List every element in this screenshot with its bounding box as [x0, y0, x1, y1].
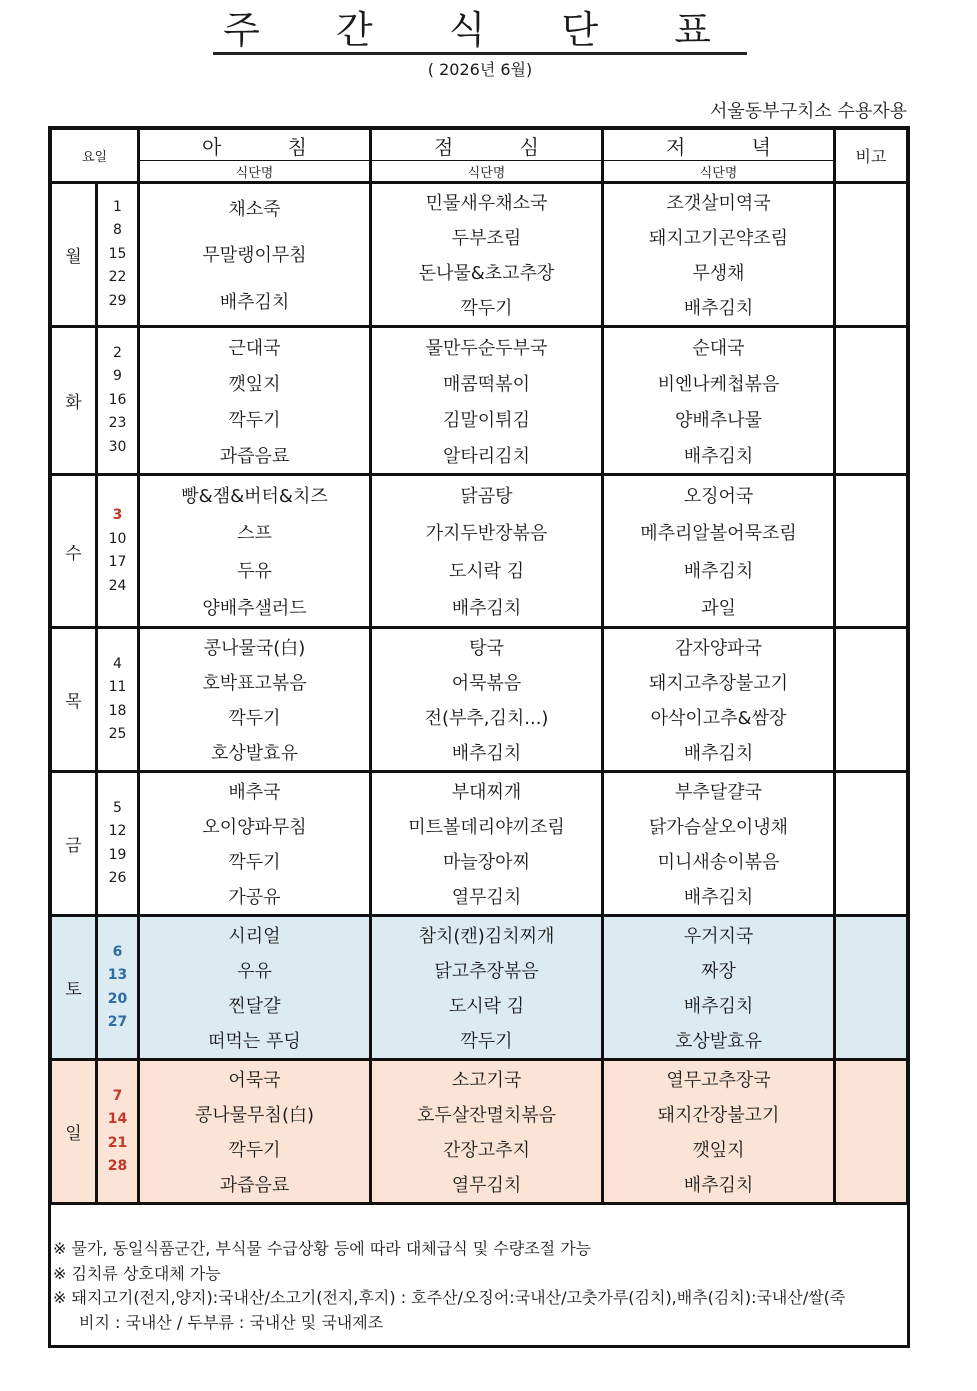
note-line: ※ 돼지고기(전지,양지):국내산/소고기(전지,후지) : 호주산/오징어:국내산/고춧가루(김치),배추(김치):국내산/쌀(죽	[53, 1288, 846, 1307]
lunch-items	[371, 475, 603, 628]
menu-item: 배추김치	[683, 887, 754, 908]
menu-item: 감자양파국	[675, 638, 762, 659]
date-number: 20	[107, 990, 128, 1007]
menu-item: 무말랭이무침	[202, 245, 307, 267]
menu-item: 미트볼데리야끼조림	[408, 817, 565, 838]
date-list	[97, 1060, 139, 1204]
menu-item: 빵&잼&버터&치즈	[181, 486, 328, 507]
menu-item: 배추김치	[683, 560, 754, 582]
day-label: 화	[52, 327, 97, 475]
menu-item: 닭고추장볶음	[434, 961, 539, 982]
header-sub-lunch: 식단명	[371, 161, 603, 183]
date-number: 15	[108, 245, 127, 262]
menu-item: 채소죽	[228, 198, 281, 220]
header-breakfast: 아 침	[139, 130, 371, 161]
dinner-items	[603, 183, 835, 327]
note-line: ※ 김치류 상호대체 가능	[53, 1263, 221, 1283]
day-label: 수	[52, 475, 97, 628]
menu-item: 알타리김치	[443, 445, 530, 467]
menu-item: 떠먹는 푸딩	[208, 1031, 301, 1052]
menu-item: 마늘장아찌	[443, 852, 530, 873]
date-list	[97, 916, 139, 1060]
breakfast-items	[139, 1060, 371, 1204]
menu-item: 콩나물무침(白)	[195, 1105, 314, 1126]
menu-item: 참치(캔)김치찌개	[418, 926, 555, 947]
date-number: 27	[107, 1014, 128, 1030]
menu-item: 메추리알볼어묵조림	[640, 523, 797, 545]
menu-item: 매콤떡볶이	[443, 373, 530, 395]
menu-item: 과즙음료	[219, 1175, 290, 1196]
menu-item: 돼지고기곤약조림	[648, 228, 789, 249]
breakfast-items	[139, 772, 371, 916]
date-number: 12	[108, 823, 127, 839]
header-lunch: 점 심	[371, 130, 603, 161]
dinner-items	[603, 628, 835, 772]
menu-item: 호상발효유	[675, 1031, 762, 1052]
menu-item: 양배추샐러드	[202, 597, 307, 619]
date-list	[97, 772, 139, 916]
note-cell	[835, 183, 907, 327]
menu-sheet	[48, 126, 910, 1348]
date-list	[97, 475, 139, 628]
menu-item: 배추김치	[683, 743, 754, 764]
date-number: 4	[113, 655, 122, 672]
menu-item: 부대찌개	[451, 782, 522, 803]
menu-item: 깍두기	[228, 409, 281, 431]
date-number: 7	[112, 1087, 123, 1104]
lunch-items	[371, 1060, 603, 1204]
note-line: 비지 : 국내산 / 두부류 : 국내산 및 국내제조	[79, 1312, 384, 1332]
date-list	[97, 628, 139, 772]
page-title: 주 간 식 단 표	[0, 2, 960, 58]
menu-item: 과즙음료	[219, 445, 290, 467]
menu-item: 무생채	[692, 263, 745, 284]
menu-item: 시리얼	[228, 926, 281, 947]
menu-item: 배추김치	[451, 597, 522, 619]
date-number: 14	[107, 1111, 128, 1127]
menu-item: 김말이튀김	[443, 409, 530, 431]
menu-item: 탕국	[469, 638, 504, 659]
menu-item: 배추김치	[683, 445, 754, 467]
menu-item: 콩나물국(白)	[203, 638, 306, 659]
menu-item: 열무김치	[451, 1175, 522, 1196]
table-row	[52, 772, 907, 916]
menu-item: 민물새우채소국	[425, 193, 548, 214]
menu-item: 배추김치	[451, 743, 522, 764]
menu-item: 양배추나물	[675, 409, 762, 431]
menu-item: 두부조림	[451, 228, 522, 249]
date-number: 18	[108, 702, 127, 719]
table-row	[52, 475, 907, 628]
menu-item: 돈나물&초고추장	[418, 263, 555, 284]
date-number: 1	[113, 198, 122, 215]
header-day: 요일	[52, 130, 139, 183]
lunch-items	[371, 327, 603, 475]
menu-item: 짜장	[701, 961, 736, 982]
table-row	[52, 628, 907, 772]
lunch-items	[371, 183, 603, 327]
menu-item: 물만두순두부국	[425, 337, 548, 359]
dinner-items	[603, 772, 835, 916]
menu-item: 돼지간장불고기	[657, 1105, 780, 1126]
menu-item: 배추김치	[219, 292, 290, 314]
header-sub-breakfast: 식단명	[139, 161, 371, 183]
date-number: 13	[107, 967, 128, 983]
date-number: 25	[108, 726, 127, 742]
dinner-items	[603, 1060, 835, 1204]
menu-item: 가지두반장볶음	[425, 523, 548, 545]
day-label: 일	[52, 1060, 97, 1204]
note-cell	[835, 475, 907, 628]
note-cell	[835, 628, 907, 772]
lunch-items	[371, 772, 603, 916]
menu-item: 배추김치	[683, 1175, 754, 1196]
date-number: 24	[108, 577, 127, 594]
day-label: 토	[52, 916, 97, 1060]
table-row	[52, 183, 907, 327]
menu-item: 우거지국	[683, 926, 754, 947]
menu-item: 두유	[237, 560, 272, 582]
note-cell	[835, 916, 907, 1060]
date-number: 26	[108, 870, 127, 886]
breakfast-items	[139, 475, 371, 628]
date-number: 8	[113, 222, 122, 239]
date-list	[97, 183, 139, 327]
menu-item: 배추국	[228, 782, 281, 803]
menu-item: 조갯살미역국	[666, 193, 771, 214]
menu-item: 부추달걀국	[675, 782, 762, 803]
menu-item: 호상발효유	[211, 743, 298, 764]
menu-item: 닭가슴살오이냉채	[648, 817, 789, 838]
menu-item: 배추김치	[683, 996, 754, 1017]
menu-item: 도시락 김	[448, 996, 525, 1017]
date-number: 21	[107, 1134, 128, 1151]
lunch-items	[371, 628, 603, 772]
table-row	[52, 327, 907, 475]
date-number: 29	[108, 292, 127, 309]
menu-item: 비엔나케첩볶음	[657, 373, 780, 395]
date-list	[97, 327, 139, 475]
breakfast-items	[139, 327, 371, 475]
header-dinner: 저 녁	[603, 130, 835, 161]
organization-label: 서울동부구치소 수용자용	[710, 101, 907, 122]
menu-item: 우유	[237, 961, 272, 982]
menu-item: 열무고추장국	[666, 1070, 771, 1091]
lunch-items	[371, 916, 603, 1060]
date-number: 17	[108, 554, 127, 570]
date-number: 2	[113, 344, 122, 361]
date-number: 16	[108, 391, 127, 408]
menu-item: 오징어국	[683, 486, 754, 507]
menu-item: 깍두기	[228, 852, 281, 873]
note-cell	[835, 327, 907, 475]
date-number: 30	[108, 438, 127, 455]
header-note: 비고	[835, 130, 907, 183]
menu-item: 스프	[237, 523, 272, 545]
date-number: 23	[108, 415, 127, 432]
note-cell	[835, 1060, 907, 1204]
table-row	[52, 916, 907, 1060]
menu-item: 소고기국	[451, 1070, 522, 1091]
date-number: 19	[108, 846, 127, 863]
menu-item: 깍두기	[228, 1140, 281, 1161]
dinner-items	[603, 475, 835, 628]
date-number: 5	[113, 799, 122, 816]
menu-item: 깻잎지	[228, 373, 281, 395]
day-label: 월	[52, 183, 97, 327]
date-number: 22	[108, 269, 127, 286]
period-subtitle: ( 2026년 6월)	[427, 60, 533, 79]
menu-item: 돼지고추장불고기	[648, 673, 789, 694]
menu-item: 깍두기	[460, 298, 513, 319]
breakfast-items	[139, 628, 371, 772]
menu-item: 전(부추,김치...)	[424, 708, 549, 729]
menu-item: 열무김치	[451, 887, 522, 908]
notes-block	[53, 1237, 905, 1335]
menu-item: 호박표고볶음	[202, 673, 307, 694]
breakfast-items	[139, 916, 371, 1060]
day-label: 금	[52, 772, 97, 916]
date-number: 9	[113, 368, 122, 385]
table-row	[52, 1060, 907, 1204]
menu-item: 오이양파무침	[202, 817, 307, 838]
menu-item: 배추김치	[683, 298, 754, 319]
menu-item: 깍두기	[228, 708, 281, 729]
day-label: 목	[52, 628, 97, 772]
menu-item: 닭곰탕	[460, 486, 513, 507]
menu-item: 과일	[701, 597, 736, 619]
dinner-items	[603, 916, 835, 1060]
dinner-items	[603, 327, 835, 475]
date-number: 6	[112, 943, 123, 960]
menu-item: 가공유	[228, 887, 281, 908]
menu-item: 깻잎지	[692, 1140, 745, 1161]
menu-item: 호두살잔멸치볶음	[416, 1105, 557, 1126]
menu-item: 도시락 김	[448, 560, 525, 582]
breakfast-items	[139, 183, 371, 327]
date-number: 3	[112, 507, 123, 523]
date-number: 10	[108, 530, 127, 547]
note-line: ※ 물가, 동일식품군간, 부식물 수급상황 등에 따라 대체급식 및 수량조절 가능	[53, 1239, 592, 1258]
menu-item: 근대국	[228, 337, 281, 359]
menu-item: 미니새송이볶음	[657, 852, 780, 873]
menu-item: 깍두기	[460, 1031, 513, 1052]
header-sub-dinner: 식단명	[603, 161, 835, 183]
menu-item: 간장고추지	[443, 1140, 530, 1161]
menu-table	[51, 129, 907, 1205]
menu-item: 어묵볶음	[451, 673, 522, 694]
menu-item: 순대국	[692, 337, 745, 359]
date-number: 28	[107, 1158, 128, 1174]
date-number: 11	[108, 679, 127, 695]
menu-item: 어묵국	[228, 1070, 281, 1091]
menu-item: 아삭이고추&쌈장	[650, 708, 787, 729]
menu-item: 찐달걀	[228, 996, 281, 1017]
note-cell	[835, 772, 907, 916]
menu-body	[52, 183, 907, 1204]
